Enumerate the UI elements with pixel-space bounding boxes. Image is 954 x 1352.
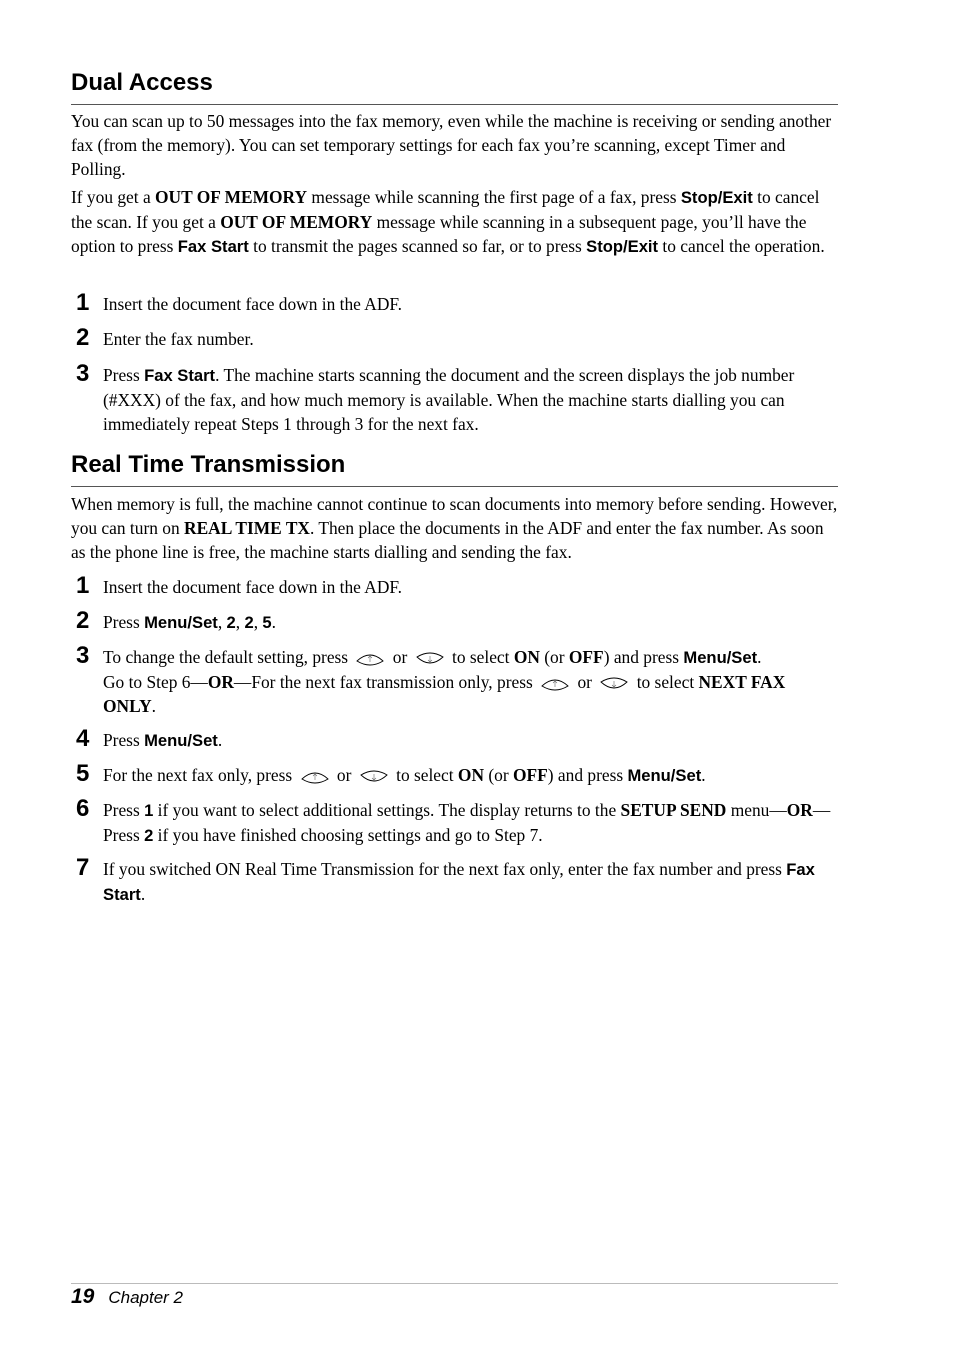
- text: —For the next fax transmission only, press: [233, 672, 533, 692]
- menu-set-key: Menu/Set: [683, 648, 758, 667]
- dual-step-2: [71, 324, 838, 351]
- text: ,: [235, 612, 245, 632]
- step-number: 1: [76, 289, 90, 316]
- rt-step-7: [71, 854, 838, 907]
- up-arrow-key-icon: [355, 651, 385, 667]
- step-text: Enter the fax number.: [103, 329, 254, 349]
- step-text: [103, 363, 838, 436]
- text: if you want to select additional settings. The display returns to the: [153, 800, 621, 820]
- text: to select: [452, 647, 514, 667]
- rt-step-5: [71, 760, 838, 788]
- page: [71, 0, 838, 1352]
- text: to select: [396, 765, 458, 785]
- menu-set-key: Menu/Set: [627, 766, 702, 785]
- down-arrow-key-icon: [415, 651, 445, 667]
- off-label: OFF: [568, 647, 604, 667]
- dual-access-memory-note: [71, 185, 838, 259]
- step-text: [103, 798, 838, 848]
- rt-step-6: [71, 795, 838, 848]
- down-arrow-key-icon: [599, 676, 629, 692]
- step-text: [103, 728, 838, 753]
- text: Press: [103, 730, 145, 750]
- text: —Press: [103, 800, 831, 845]
- text: or: [336, 765, 352, 785]
- fax-start-key: Fax Start: [103, 860, 815, 904]
- text: .: [271, 612, 277, 632]
- dual-access-section: [71, 68, 213, 98]
- step-text: Insert the document face down in the ADF.: [103, 577, 403, 597]
- text: ) and press: [547, 765, 628, 785]
- text: For the next fax only, press: [103, 765, 293, 785]
- up-arrow-key-icon: [300, 769, 330, 785]
- text: to select: [636, 672, 699, 692]
- text: (or: [484, 765, 513, 785]
- step-number: 2: [76, 324, 90, 351]
- step-number: 3: [76, 360, 90, 387]
- off-label: OFF: [513, 765, 548, 785]
- step-number: 5: [76, 760, 90, 787]
- text: message while scanning the first page of a fax, press: [307, 187, 681, 207]
- page-number: 19: [71, 1285, 95, 1308]
- text: or: [577, 672, 592, 692]
- text: When memory is full, the machine cannot continue to scan documents into memory before sending. However, you can turn on: [71, 494, 838, 538]
- text: message while scanning in a subsequent page, you’ll have the option to press: [71, 212, 807, 256]
- dual-access-heading: Dual Access: [71, 69, 213, 96]
- heading-rule: [71, 104, 838, 105]
- text: Press: [103, 365, 145, 385]
- text: (or: [539, 647, 569, 667]
- fax-start-key: Fax Start: [177, 237, 249, 256]
- next-fax-only-label: NEXT FAX ONLY: [103, 672, 786, 716]
- dual-access-intro: You can scan up to 50 messages into the fax memory, even while the machine is receiving or sending another fax (from the memory). You can set temporary settings for each fax you’re scanning, except Timer and Polling.: [71, 111, 832, 179]
- step-number: 6: [76, 795, 90, 822]
- real-time-section: [71, 450, 345, 480]
- step-text: [103, 610, 838, 635]
- text: ,: [253, 612, 263, 632]
- key-2: 2: [244, 613, 254, 632]
- step-number: 3: [76, 642, 90, 669]
- text: Press: [103, 800, 145, 820]
- out-of-memory-label: OUT OF MEMORY: [220, 212, 373, 232]
- footer-rule: [71, 1283, 838, 1284]
- stop-exit-key: Stop/Exit: [680, 188, 753, 207]
- real-time-tx-label: REAL TIME TX: [184, 518, 310, 538]
- text: ,: [217, 612, 227, 632]
- text: .: [757, 647, 762, 667]
- step-text: Insert the document face down in the ADF.: [103, 294, 403, 314]
- text: ) and press: [603, 647, 684, 667]
- step-number: 7: [76, 854, 90, 881]
- text: If you switched ON Real Time Transmission for the next fax only, enter the fax number and press: [103, 859, 787, 879]
- or-label: OR: [207, 672, 234, 692]
- text: if you have finished choosing settings and go to Step 7.: [153, 825, 543, 845]
- text: or: [392, 647, 408, 667]
- rt-step-3: [71, 642, 838, 718]
- step-number: 4: [76, 725, 90, 752]
- text: .: [217, 730, 223, 750]
- fax-start-key: Fax Start: [144, 366, 216, 385]
- down-arrow-key-icon: [359, 769, 389, 785]
- on-label: ON: [457, 765, 485, 785]
- or-label: OR: [786, 800, 813, 820]
- text: Press: [103, 612, 145, 632]
- text: menu—: [726, 800, 787, 820]
- stop-exit-key: Stop/Exit: [586, 237, 659, 256]
- key-2: 2: [144, 826, 154, 845]
- text: .: [140, 884, 146, 904]
- step-text: [103, 645, 838, 718]
- dual-step-1: [71, 289, 838, 316]
- text: .: [701, 765, 706, 785]
- rt-step-1: [71, 572, 838, 599]
- text: If you get a: [71, 187, 156, 207]
- setup-send-label: SETUP SEND: [620, 800, 727, 820]
- text: Go to Step 6—: [103, 672, 208, 692]
- step-text: [103, 857, 838, 907]
- out-of-memory-label: OUT OF MEMORY: [155, 187, 308, 207]
- text: To change the default setting, press: [103, 647, 349, 667]
- menu-set-key: Menu/Set: [144, 731, 218, 750]
- text: to transmit the pages scanned so far, or to press: [248, 236, 587, 256]
- text: . Then place the documents in the ADF and enter the fax number. As soon as the phone line is free, the machine starts dialling and sending the fax.: [71, 518, 824, 562]
- heading-rule: [71, 486, 838, 487]
- page-footer: [71, 1285, 183, 1309]
- key-1: 1: [144, 801, 154, 820]
- step-number: 2: [76, 607, 90, 634]
- key-2: 2: [226, 613, 236, 632]
- text: . The machine starts scanning the document and the screen displays the job number (#XXX) of the fax, and how much memory is available. When the machine starts dialling you can immediately repeat Steps 1 through 3 for the next fax.: [103, 365, 795, 434]
- rt-step-2: [71, 607, 838, 635]
- text: to cancel the operation.: [658, 236, 825, 256]
- key-5: 5: [262, 613, 272, 632]
- step-text: [103, 763, 838, 788]
- rt-step-4: [71, 725, 838, 753]
- real-time-intro: [71, 492, 838, 564]
- real-time-heading: Real Time Transmission: [71, 451, 346, 478]
- chapter-label: Chapter 2: [108, 1288, 184, 1307]
- on-label: ON: [513, 647, 540, 667]
- step-number: 1: [76, 572, 90, 599]
- up-arrow-key-icon: [540, 676, 570, 692]
- text: .: [151, 696, 157, 716]
- menu-set-key: Menu/Set: [144, 613, 218, 632]
- dual-step-3: [71, 360, 838, 436]
- text: to cancel the scan. If you get a: [71, 187, 820, 232]
